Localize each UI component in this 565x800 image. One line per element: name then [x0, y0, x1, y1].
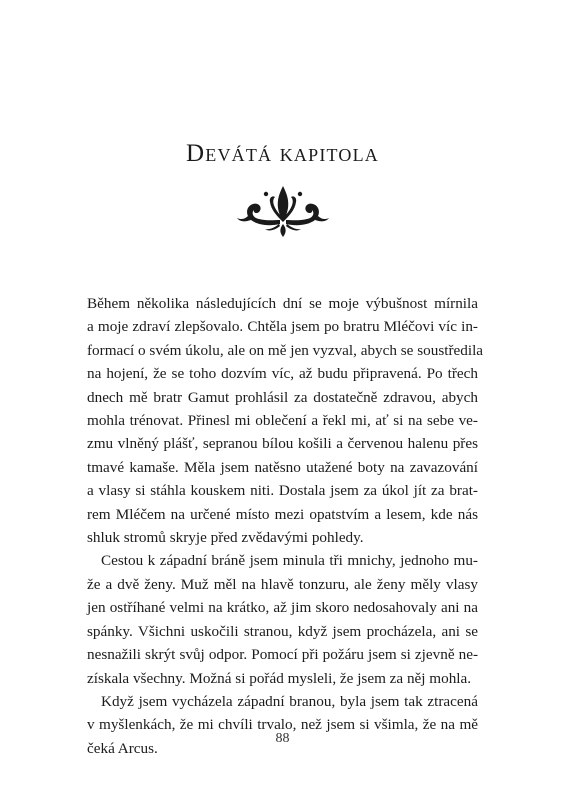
text-line: získala všechny. Možná si pořád mysleli, že jsem za něj mohla. [87, 669, 472, 687]
text-line: zmu vlněný plášť, sepranou bílou košili a červenou halenu přes [87, 435, 478, 453]
text-line: nesnažili skrýt svůj odpor. Pomocí při požáru jsem si zjevně ne- [87, 646, 478, 664]
chapter-body [87, 292, 484, 760]
text-line: a vlasy si stáhla kouskem niti. Dostala jsem za úkol jít za brat- [87, 482, 478, 500]
page-number: 88 [275, 731, 290, 746]
text-line: Během několika následujících dní se moje výbušnost mírnila [87, 295, 478, 312]
text-line: Když jsem vycházela západní branou, byla jsem tak ztracená [101, 692, 478, 710]
chapter-title: Devátá kapitola [186, 140, 379, 167]
text-line: rem Mléčem na určené místo mezi opatstvím a lesem, kde nás [87, 505, 478, 523]
text-line: tmavé kamaše. Měla jsem natěsno utažené boty na zavazování [87, 458, 478, 476]
paragraph [87, 549, 478, 689]
text-line: čeká Arcus. [87, 739, 158, 757]
text-line: v myšlenkách, že mi chvíli trvalo, než jsem si všimla, že na mě [87, 716, 478, 734]
text-line: dnech mě bratr Gamut prohlásil za dostatečně zdravou, abych [87, 388, 478, 406]
paragraph [87, 292, 484, 549]
text-line: a moje zdraví zlepšovalo. Chtěla jsem po bratru Mléčovi víc in- [87, 318, 478, 336]
text-line: mohla trénovat. Přinesl mi oblečení a řekl mi, ať si na sebe ve- [87, 412, 478, 430]
text-line: Cestou k západní bráně jsem minula tři mnichy, jednoho mu- [101, 552, 478, 570]
text-line: shluk stromů skryje před zvědavými pohledy. [87, 529, 364, 547]
text-line: formací o svém úkolu, ale on mě jen vyzval, abych se soustředila [87, 341, 484, 359]
text-line: jen ostříhané velmi na krátko, až jim skoro nedosahovaly ani na [87, 599, 478, 617]
text-line: na hojení, že se toho dozvím víc, až budu připravená. Po třech [87, 365, 478, 383]
text-line: spánky. Všichni uskočili stranou, když jsem procházela, ani se [87, 622, 478, 640]
fleuron-ornament-icon [233, 182, 333, 240]
paragraph [87, 690, 478, 760]
text-line: že a dvě ženy. Muž měl na hlavě tonzuru, ale ženy měly vlasy [87, 575, 478, 593]
